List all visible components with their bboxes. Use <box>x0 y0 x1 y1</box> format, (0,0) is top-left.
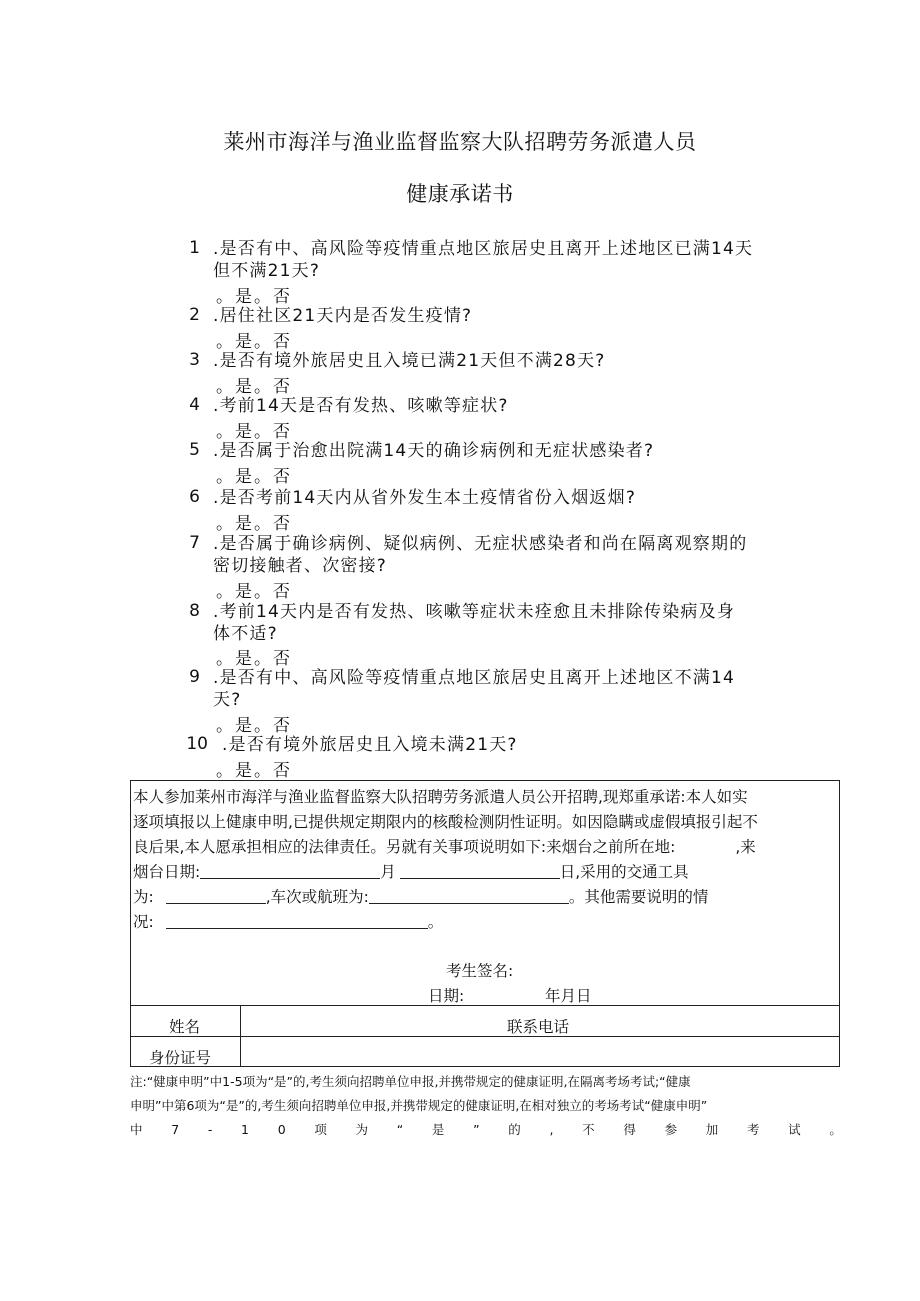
yes-no-options[interactable]: 。是。否 <box>216 422 292 442</box>
question-text: .是否考前14天内从省外发生本土疫情省份入烟返烟? <box>213 488 637 508</box>
question-text-continued: 天? <box>213 690 242 710</box>
declaration-line <box>133 885 708 910</box>
question-number: 2 <box>189 305 200 325</box>
note-char: 1 <box>241 1122 249 1137</box>
yes-no-options[interactable]: 。是。否 <box>216 377 292 397</box>
date-label: 日期: <box>428 987 465 1005</box>
transport-label: 日,采用的交通工具 <box>559 863 689 881</box>
note-char: 是 <box>431 1122 445 1137</box>
footnote-line <box>130 1118 842 1142</box>
other-notes-label-cont: 况: <box>133 913 154 931</box>
declaration-line <box>133 835 756 860</box>
arrival-month-input[interactable] <box>200 862 380 879</box>
question-number: 10 <box>186 734 208 754</box>
note-char: “ <box>396 1122 404 1137</box>
yes-no-options[interactable]: 。是。否 <box>216 514 292 534</box>
note-char: 0 <box>277 1122 286 1137</box>
yes-no-options[interactable]: 。是。否 <box>216 467 292 487</box>
question-number: 4 <box>189 395 200 415</box>
question-number: 6 <box>189 487 200 507</box>
other-notes-label: 。其他需要说明的情 <box>568 888 709 906</box>
table-divider <box>131 1005 839 1006</box>
yes-no-options[interactable]: 。是。否 <box>216 332 292 352</box>
note-char: 为 <box>355 1122 369 1137</box>
question-text-continued: 但不满21天? <box>213 261 321 281</box>
phone-label: 联系电话 <box>507 1018 570 1036</box>
table-column-divider <box>240 1005 241 1067</box>
date-value: 年月日 <box>545 987 592 1005</box>
flight-number-input[interactable] <box>369 887 569 904</box>
yes-no-options[interactable]: 。是。否 <box>216 761 292 781</box>
declaration-form-box <box>130 780 840 1067</box>
prior-location-label: 良后果,本人愿承担相应的法律责任。另就有关事项说明如下:来烟台之前所在地: <box>133 838 676 856</box>
question-text-continued: 体不适? <box>213 624 278 644</box>
note-char: - <box>207 1122 213 1137</box>
footnote-line: 注:“健康申明”中1-5项为“是”的,考生须向招聘单位申报,并携带规定的健康证明,在隔离考场考试;“健康 <box>130 1074 691 1089</box>
table-divider <box>131 1036 839 1037</box>
declaration-line <box>133 860 689 885</box>
question-text: .是否有中、高风险等疫情重点地区旅居史且离开上述地区不满14 <box>213 668 736 688</box>
question-text: .是否属于确诊病例、疑似病例、无症状感染者和尚在隔离观察期的 <box>213 534 748 554</box>
question-number: 1 <box>189 238 200 258</box>
note-char: ” <box>473 1122 480 1137</box>
question-text: .是否属于治愈出院满14天的确诊病例和无症状感染者? <box>213 441 655 461</box>
question-number: 8 <box>189 601 200 621</box>
question-text: .居住社区21天内是否发生疫情? <box>213 306 473 326</box>
question-text: .是否有境外旅居史且入境已满21天但不满28天? <box>213 351 606 371</box>
flight-label: ,车次或航班为: <box>265 888 369 906</box>
note-char: 。 <box>829 1122 842 1137</box>
note-char: 的 <box>508 1122 521 1137</box>
transport-input[interactable] <box>166 887 266 904</box>
note-char: 不 <box>582 1122 595 1137</box>
footnote-line: 申明”中第6项为“是”的,考生须向招聘单位申报,并携带规定的健康证明,在相对独立的考场考试“健康申明” <box>130 1098 708 1113</box>
declaration-line: 本人参加莱州市海洋与渔业监督监察大队招聘劳务派遣人员公开招聘,现郑重承诺:本人如实 <box>133 788 748 806</box>
month-label: 月 <box>380 863 396 881</box>
yes-no-options[interactable]: 。是。否 <box>216 582 292 602</box>
yes-no-options[interactable]: 。是。否 <box>216 716 292 736</box>
question-text: .是否有中、高风险等疫情重点地区旅居史且离开上述地区已满14天 <box>213 239 754 259</box>
question-text: .是否有境外旅居史且入境未满21天? <box>222 735 518 755</box>
question-number: 9 <box>189 667 200 687</box>
note-char: 加 <box>705 1122 719 1137</box>
note-char: 项 <box>314 1122 327 1137</box>
other-notes-input[interactable] <box>166 912 428 929</box>
document-subtitle: 健康承诺书 <box>406 182 514 206</box>
signature-label: 考生签名: <box>446 962 514 980</box>
note-char: 中 <box>130 1122 143 1137</box>
question-number: 5 <box>189 440 200 460</box>
yes-no-options[interactable]: 。是。否 <box>216 649 292 669</box>
transport-label-cont: 为: <box>133 888 154 906</box>
declaration-line: 逐项填报以上健康申明,已提供规定期限内的核酸检测阴性证明。如因隐瞒或虚假填报引起不 <box>133 813 758 831</box>
note-char: 参 <box>664 1122 678 1137</box>
yes-no-options[interactable]: 。是。否 <box>216 287 292 307</box>
note-char: , <box>549 1122 554 1137</box>
note-char: 得 <box>623 1122 636 1137</box>
name-label: 姓名 <box>169 1018 201 1036</box>
id-number-label: 身份证号 <box>149 1049 212 1067</box>
declaration-text: ,来 <box>735 838 756 856</box>
document-title: 莱州市海洋与渔业监督监察大队招聘劳务派遣人员 <box>223 130 697 154</box>
declaration-line <box>133 910 443 935</box>
note-char: 7 <box>171 1122 180 1137</box>
question-number: 7 <box>189 533 200 553</box>
question-text-continued: 密切接触者、次密接? <box>213 556 388 576</box>
note-char: 考 <box>746 1122 760 1137</box>
question-text: .考前14天内是否有发热、咳嗽等症状未痊愈且未排除传染病及身 <box>213 602 736 622</box>
arrival-date-label: 烟台日期: <box>133 863 201 881</box>
note-char: 试 <box>788 1122 801 1137</box>
period-text: 。 <box>427 913 444 931</box>
arrival-day-input[interactable] <box>400 862 560 879</box>
question-number: 3 <box>189 350 200 370</box>
question-text: .考前14天是否有发热、咳嗽等症状? <box>213 396 509 416</box>
